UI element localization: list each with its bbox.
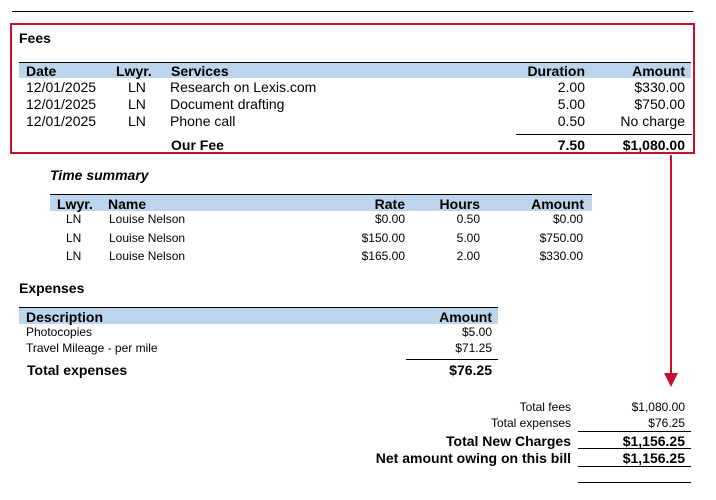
arrow-line (670, 155, 672, 373)
exp-description: Travel Mileage - per mile (26, 341, 158, 355)
ts-col-lawyer: Lwyr. (57, 196, 93, 212)
ts-hours: 0.50 (456, 212, 480, 226)
fee-date: 12/01/2025 (26, 96, 97, 112)
fee-duration: 0.50 (557, 113, 585, 129)
ts-amount: $0.00 (552, 212, 583, 226)
fees-heading: Fees (19, 30, 51, 46)
summary-total-fees: $1,080.00 (631, 400, 685, 414)
fees-col-date: Date (26, 63, 57, 79)
expenses-heading: Expenses (19, 280, 85, 296)
ts-lawyer: LN (66, 249, 82, 263)
exp-amount: $5.00 (461, 325, 492, 339)
ts-lawyer: LN (66, 231, 82, 245)
ts-col-hours: Hours (439, 196, 480, 212)
expenses-total-label: Total expenses (27, 362, 128, 378)
arrow-down-icon (664, 373, 678, 387)
fee-service: Research on Lexis.com (170, 79, 317, 95)
fees-col-amount: Amount (632, 63, 685, 79)
summary-rule-4 (578, 482, 691, 483)
summary-total-new-charges: $1,156.25 (622, 433, 685, 449)
fee-lawyer: LN (128, 79, 146, 95)
fee-amount: $330.00 (634, 79, 685, 95)
fees-total-label: Our Fee (171, 137, 224, 153)
ts-name: Louise Nelson (109, 231, 186, 245)
fee-duration: 5.00 (557, 96, 585, 112)
time-summary-heading: Time summary (50, 167, 149, 183)
fee-amount: $750.00 (634, 96, 685, 112)
fee-duration: 2.00 (557, 79, 585, 95)
exp-description: Photocopies (26, 325, 93, 339)
fee-date: 12/01/2025 (26, 79, 97, 95)
ts-hours: 2.00 (456, 249, 480, 263)
ts-rate: $150.00 (361, 231, 405, 245)
summary-rule-1 (578, 431, 691, 432)
summary-total-fees-label: Total fees (519, 400, 571, 414)
fees-col-duration: Duration (527, 63, 585, 79)
fee-amount: No charge (620, 113, 685, 129)
ts-col-amount: Amount (531, 196, 584, 212)
summary-total-new-charges-label: Total New Charges (446, 433, 571, 449)
summary-rule-2 (578, 448, 691, 449)
top-rule (12, 11, 693, 12)
ts-col-rate: Rate (374, 196, 405, 212)
summary-total-expenses-label: Total expenses (490, 416, 571, 430)
ts-name: Louise Nelson (109, 249, 186, 263)
summary-total-expenses: $76.25 (648, 416, 685, 430)
summary-net-owing-label: Net amount owing on this bill (375, 450, 571, 466)
fee-lawyer: LN (128, 113, 146, 129)
ts-amount: $330.00 (539, 249, 583, 263)
ts-amount: $750.00 (539, 231, 583, 245)
fee-service: Phone call (170, 113, 236, 129)
ts-lawyer: LN (66, 212, 82, 226)
ts-rate: $0.00 (374, 212, 405, 226)
exp-col-description: Description (26, 309, 104, 325)
ts-hours: 5.00 (456, 231, 480, 245)
fee-service: Document drafting (170, 96, 285, 112)
ts-col-name: Name (108, 196, 147, 212)
exp-col-amount: Amount (439, 309, 492, 325)
ts-name: Louise Nelson (109, 212, 186, 226)
fees-col-services: Services (171, 63, 229, 79)
fees-total-duration: 7.50 (557, 137, 585, 153)
fee-date: 12/01/2025 (26, 113, 97, 129)
fee-lawyer: LN (128, 96, 146, 112)
fees-total-amount: $1,080.00 (622, 137, 685, 153)
exp-amount: $71.25 (455, 341, 492, 355)
fees-total-rule (516, 134, 692, 135)
fees-col-lawyer: Lwyr. (116, 63, 152, 79)
ts-rate: $165.00 (361, 249, 405, 263)
summary-rule-3 (578, 466, 691, 467)
summary-net-owing: $1,156.25 (622, 450, 685, 466)
expenses-total-amount: $76.25 (449, 362, 492, 378)
expenses-total-rule (406, 359, 498, 360)
